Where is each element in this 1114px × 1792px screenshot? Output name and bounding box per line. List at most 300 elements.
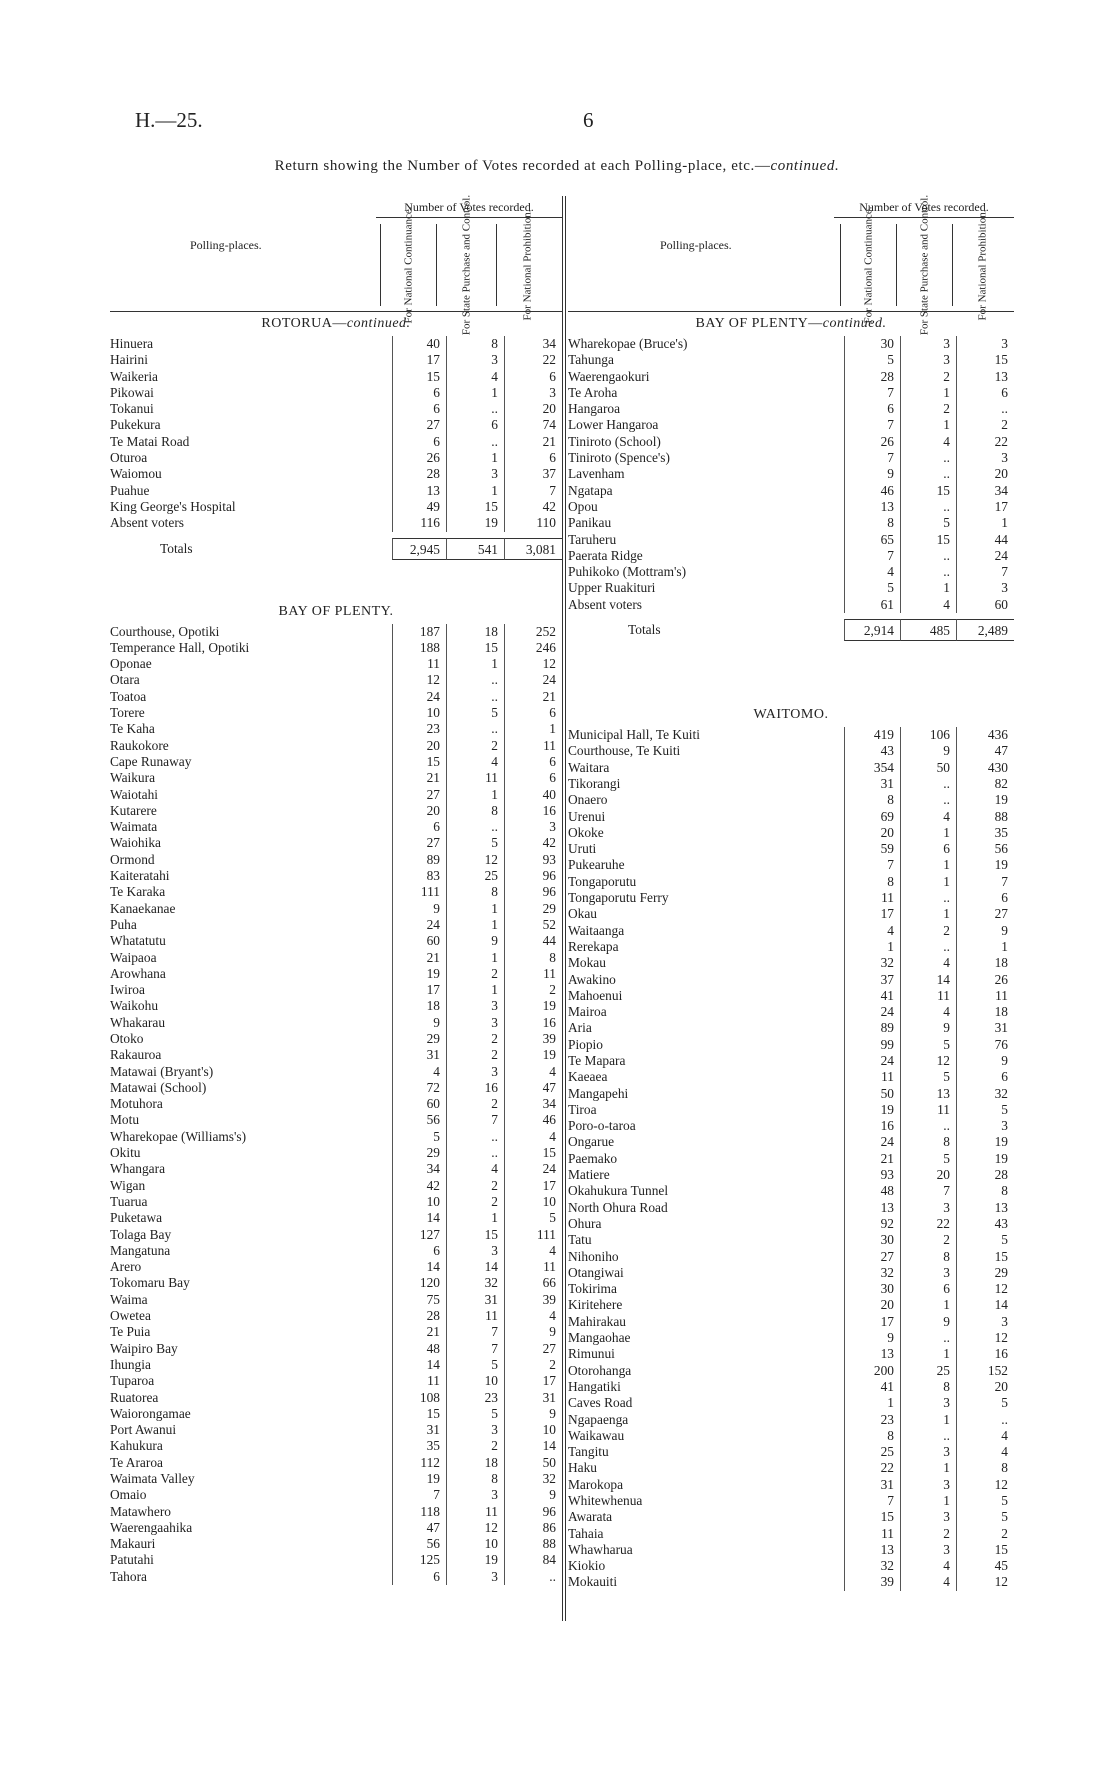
table-row — [568, 434, 1014, 450]
polling-place-name: Absent voters — [110, 515, 185, 531]
votes-state-purchase: 19 — [446, 1552, 504, 1568]
votes-prohibition: 17 — [504, 1178, 562, 1194]
polling-place-name: Ormond — [110, 851, 155, 867]
polling-place-name: Pukekura — [110, 417, 161, 433]
votes-state-purchase: 3 — [446, 1487, 504, 1503]
polling-place-name: Awakino — [568, 971, 616, 987]
votes-state-purchase: 3 — [446, 998, 504, 1014]
polling-place-name: Haku — [568, 1460, 598, 1476]
votes-continuance: 11 — [392, 1373, 446, 1389]
votes-continuance: 29 — [392, 1145, 446, 1161]
table-row — [568, 564, 1014, 580]
table-row — [110, 1406, 562, 1422]
votes-prohibition: 42 — [504, 835, 562, 851]
polling-place-name: Ongarue — [568, 1134, 615, 1150]
votes-continuance: 89 — [844, 1020, 900, 1036]
table-row — [568, 336, 1014, 352]
polling-place-name: Courthouse, Te Kuiti — [568, 743, 681, 759]
right-column — [568, 196, 1014, 1591]
table-row — [110, 450, 562, 466]
votes-state-purchase: 16 — [446, 1080, 504, 1096]
votes-state-purchase: .. — [900, 564, 956, 580]
table-row — [568, 1183, 1014, 1199]
votes-prohibition: 3 — [956, 580, 1014, 596]
votes-state-purchase: 10 — [446, 1536, 504, 1552]
votes-state-purchase: 4 — [900, 955, 956, 971]
column-divider — [562, 196, 563, 1621]
title-continued: continued. — [770, 158, 840, 174]
votes-continuance: 188 — [392, 640, 446, 656]
polling-place-name: Okitu — [110, 1145, 141, 1161]
votes-prohibition: 14 — [504, 1438, 562, 1454]
col-state-purchase-label: For State Purchase and Control. — [918, 194, 931, 336]
votes-prohibition: 31 — [504, 1390, 562, 1406]
votes-continuance: 4 — [844, 923, 900, 939]
table-row — [110, 1308, 562, 1324]
polling-place-name: Motuhora — [110, 1096, 163, 1112]
polling-place-name: Awarata — [568, 1509, 613, 1525]
votes-continuance: 89 — [392, 852, 446, 868]
votes-state-purchase: 3 — [900, 1477, 956, 1493]
votes-state-purchase: 6 — [446, 417, 504, 433]
table-row — [110, 483, 562, 499]
votes-prohibition: 21 — [504, 689, 562, 705]
votes-continuance: 116 — [392, 515, 446, 531]
polling-place-name: Tiroa — [568, 1101, 597, 1117]
votes-continuance: 20 — [844, 1297, 900, 1313]
table-row — [568, 1281, 1014, 1297]
table-row — [110, 754, 562, 770]
totals-label: Totals — [628, 622, 661, 638]
votes-continuance: 23 — [844, 1412, 900, 1428]
votes-prohibition: 15 — [504, 1145, 562, 1161]
polling-place-name: Kaiteratahi — [110, 868, 170, 884]
votes-state-purchase: 2 — [900, 1526, 956, 1542]
table-row — [568, 1167, 1014, 1183]
votes-state-purchase: 19 — [446, 515, 504, 531]
table-row — [568, 1004, 1014, 1020]
votes-state-purchase: 2 — [446, 1047, 504, 1063]
votes-prohibition: 4 — [956, 1444, 1014, 1460]
votes-prohibition: 7 — [956, 564, 1014, 580]
total-state-purchase: 485 — [900, 619, 956, 641]
votes-continuance: 20 — [392, 738, 446, 754]
votes-continuance: 60 — [392, 1096, 446, 1112]
votes-prohibition: 19 — [504, 1047, 562, 1063]
table-row — [110, 933, 562, 949]
table-row — [568, 1053, 1014, 1069]
votes-continuance: 354 — [844, 760, 900, 776]
votes-prohibition: 16 — [504, 1015, 562, 1031]
votes-continuance: 200 — [844, 1363, 900, 1379]
votes-continuance: 12 — [392, 672, 446, 688]
votes-state-purchase: 3 — [446, 1569, 504, 1585]
votes-state-purchase: 12 — [900, 1053, 956, 1069]
polling-place-name: Municipal Hall, Te Kuiti — [568, 727, 700, 743]
table-row — [568, 1363, 1014, 1379]
votes-state-purchase: 18 — [446, 624, 504, 640]
table-row — [568, 1037, 1014, 1053]
votes-continuance: 27 — [844, 1249, 900, 1265]
votes-prohibition: 11 — [956, 988, 1014, 1004]
polling-place-name: Waiohika — [110, 835, 161, 851]
votes-prohibition: 2 — [504, 1357, 562, 1373]
votes-continuance: 20 — [844, 825, 900, 841]
votes-prohibition: 19 — [956, 1151, 1014, 1167]
polling-place-name: Piopio — [568, 1036, 603, 1052]
number-of-votes-header: Number of Votes recorded. — [376, 200, 562, 218]
table-row — [110, 1487, 562, 1503]
table-row — [568, 1118, 1014, 1134]
votes-continuance: 7 — [844, 857, 900, 873]
votes-state-purchase: 7 — [446, 1112, 504, 1128]
votes-prohibition: 20 — [956, 466, 1014, 482]
table-row — [110, 803, 562, 819]
polling-place-name: Waikura — [110, 770, 156, 786]
table-row — [110, 998, 562, 1014]
table-row — [568, 939, 1014, 955]
votes-prohibition: 5 — [956, 1232, 1014, 1248]
votes-state-purchase: 1 — [900, 1493, 956, 1509]
votes-state-purchase: 1 — [900, 874, 956, 890]
votes-state-purchase: 3 — [446, 1015, 504, 1031]
total-continuance: 2,914 — [844, 619, 900, 641]
votes-continuance: 34 — [392, 1161, 446, 1177]
votes-prohibition: 29 — [956, 1265, 1014, 1281]
polling-place-name: Port Awanui — [110, 1422, 177, 1438]
col-prohibition-header — [496, 209, 559, 321]
polling-place-name: King George's Hospital — [110, 498, 236, 514]
votes-continuance: 31 — [844, 776, 900, 792]
votes-state-purchase: 2 — [446, 1194, 504, 1210]
polling-place-name: Makauri — [110, 1536, 156, 1552]
votes-continuance: 24 — [844, 1004, 900, 1020]
votes-continuance: 75 — [392, 1292, 446, 1308]
votes-prohibition: 436 — [956, 727, 1014, 743]
table-row — [568, 548, 1014, 564]
votes-continuance: 93 — [844, 1167, 900, 1183]
polling-place-name: Courthouse, Opotiki — [110, 623, 220, 639]
votes-continuance: 19 — [392, 1471, 446, 1487]
table-row — [110, 336, 562, 352]
votes-continuance: 14 — [392, 1210, 446, 1226]
votes-prohibition: 88 — [504, 1536, 562, 1552]
polling-place-name: Mahoenui — [568, 987, 623, 1003]
votes-continuance: 56 — [392, 1536, 446, 1552]
polling-place-name: Whitewhenua — [568, 1493, 643, 1508]
table-row — [568, 923, 1014, 939]
votes-prohibition: 56 — [956, 841, 1014, 857]
polling-place-name: Temperance Hall, Opotiki — [110, 639, 250, 655]
votes-continuance: 6 — [392, 819, 446, 835]
votes-prohibition: 6 — [504, 705, 562, 721]
votes-prohibition: 4 — [504, 1243, 562, 1259]
table-row — [110, 672, 562, 688]
votes-continuance: 39 — [844, 1574, 900, 1590]
votes-prohibition: 35 — [956, 825, 1014, 841]
polling-places-header: Polling-places. — [660, 238, 732, 252]
votes-continuance: 31 — [392, 1047, 446, 1063]
votes-prohibition: 17 — [956, 499, 1014, 515]
table-row — [110, 1047, 562, 1063]
polling-place-name: Otara — [110, 672, 140, 688]
votes-continuance: 5 — [844, 352, 900, 368]
votes-prohibition: 26 — [956, 972, 1014, 988]
votes-prohibition: 47 — [956, 743, 1014, 759]
votes-prohibition: 50 — [504, 1455, 562, 1471]
polling-place-name: Matiere — [568, 1167, 610, 1183]
votes-prohibition: 3 — [956, 1314, 1014, 1330]
votes-continuance: 108 — [392, 1390, 446, 1406]
table-row — [568, 1086, 1014, 1102]
votes-prohibition: 1 — [504, 721, 562, 737]
votes-prohibition: 4 — [956, 1428, 1014, 1444]
bay-of-plenty-rows — [110, 624, 562, 1586]
votes-prohibition: 96 — [504, 868, 562, 884]
votes-prohibition: 96 — [504, 884, 562, 900]
votes-prohibition: 34 — [504, 336, 562, 352]
votes-state-purchase: 5 — [900, 1069, 956, 1085]
polling-place-name: Tangitu — [568, 1444, 609, 1460]
votes-prohibition: 40 — [504, 787, 562, 803]
votes-state-purchase: 3 — [900, 1395, 956, 1411]
votes-continuance: 11 — [844, 890, 900, 906]
votes-state-purchase: .. — [900, 1428, 956, 1444]
votes-state-purchase: 4 — [900, 809, 956, 825]
table-row — [110, 369, 562, 385]
polling-place-name: Tahunga — [568, 352, 614, 368]
votes-prohibition: 11 — [504, 1259, 562, 1275]
votes-continuance: 47 — [392, 1520, 446, 1536]
table-row — [110, 1569, 562, 1585]
votes-prohibition: 1 — [956, 939, 1014, 955]
table-row — [110, 1178, 562, 1194]
polling-place-name: Tahora — [110, 1568, 147, 1584]
votes-state-purchase: .. — [446, 434, 504, 450]
votes-prohibition: 96 — [504, 1504, 562, 1520]
table-row — [568, 1297, 1014, 1313]
section-title-bay-of-plenty-continued — [568, 312, 1014, 336]
votes-state-purchase: 18 — [446, 1455, 504, 1471]
votes-state-purchase: 4 — [446, 1161, 504, 1177]
votes-state-purchase: 4 — [900, 1558, 956, 1574]
polling-place-name: Tuarua — [110, 1193, 148, 1209]
votes-continuance: 13 — [392, 483, 446, 499]
polling-place-name: Upper Ruakituri — [568, 580, 656, 596]
votes-continuance: 72 — [392, 1080, 446, 1096]
table-row — [568, 466, 1014, 482]
votes-prohibition: 18 — [956, 955, 1014, 971]
votes-prohibition: 3 — [956, 1118, 1014, 1134]
votes-continuance: 13 — [844, 1542, 900, 1558]
table-row — [110, 1390, 562, 1406]
table-row — [110, 1161, 562, 1177]
section-continued: continued. — [346, 316, 411, 331]
table-row — [568, 1477, 1014, 1493]
table-row — [110, 1520, 562, 1536]
votes-state-purchase: 8 — [446, 1471, 504, 1487]
table-row — [568, 515, 1014, 531]
polling-place-name: Wharekopae (Williams's) — [110, 1128, 247, 1144]
votes-prohibition: 9 — [956, 923, 1014, 939]
table-row — [568, 1542, 1014, 1558]
polling-place-name: Ngapaenga — [568, 1411, 629, 1427]
polling-place-name: Tatu — [568, 1232, 592, 1248]
polling-place-name: Tolaga Bay — [110, 1226, 172, 1242]
votes-state-purchase: .. — [446, 672, 504, 688]
number-of-votes-header: Number of Votes recorded. — [834, 200, 1014, 218]
table-row — [110, 385, 562, 401]
polling-place-name: Okau — [568, 906, 598, 922]
polling-place-name: Taruheru — [568, 531, 617, 547]
votes-prohibition: 66 — [504, 1275, 562, 1291]
votes-prohibition: 45 — [956, 1558, 1014, 1574]
votes-continuance: 13 — [844, 499, 900, 515]
votes-state-purchase: .. — [446, 1129, 504, 1145]
polling-place-name: Tuparoa — [110, 1373, 155, 1389]
table-row — [568, 1134, 1014, 1150]
polling-place-name: Absent voters — [568, 596, 643, 612]
votes-prohibition: 16 — [504, 803, 562, 819]
votes-prohibition: 3 — [504, 819, 562, 835]
votes-continuance: 23 — [392, 721, 446, 737]
column-divider — [565, 196, 566, 1621]
votes-prohibition: 27 — [504, 1341, 562, 1357]
votes-continuance: 17 — [844, 1314, 900, 1330]
votes-continuance: 31 — [392, 1422, 446, 1438]
polling-place-name: Whatatutu — [110, 933, 166, 949]
votes-continuance: 17 — [392, 982, 446, 998]
polling-place-name: Matawai (School) — [110, 1079, 207, 1095]
col-continuance-header — [840, 206, 897, 324]
table-row — [568, 1020, 1014, 1036]
votes-prohibition: 5 — [956, 1493, 1014, 1509]
votes-continuance: 40 — [392, 336, 446, 352]
votes-state-purchase: 9 — [900, 743, 956, 759]
votes-prohibition: 22 — [956, 434, 1014, 450]
votes-continuance: 21 — [844, 1151, 900, 1167]
polling-place-name: Patutahi — [110, 1552, 154, 1568]
table-row — [110, 1096, 562, 1112]
polling-place-name: Pukearuhe — [568, 857, 625, 873]
polling-place-name: Panikau — [568, 515, 612, 531]
votes-continuance: 11 — [844, 1069, 900, 1085]
votes-state-purchase: 1 — [900, 417, 956, 433]
votes-continuance: 48 — [844, 1183, 900, 1199]
table-row — [110, 1112, 562, 1128]
votes-continuance: 35 — [392, 1438, 446, 1454]
votes-continuance: 48 — [392, 1341, 446, 1357]
votes-state-purchase: 4 — [446, 369, 504, 385]
votes-prohibition: 24 — [504, 672, 562, 688]
polling-place-name: Mangatuna — [110, 1242, 171, 1258]
votes-state-purchase: 1 — [446, 385, 504, 401]
table-row — [568, 1102, 1014, 1118]
votes-prohibition: 37 — [504, 466, 562, 482]
table-row — [110, 1129, 562, 1145]
table-row — [568, 1460, 1014, 1476]
polling-place-name: Whangara — [110, 1161, 166, 1177]
section-title-bay-of-plenty — [110, 600, 562, 624]
polling-place-name: Waikeria — [110, 368, 158, 384]
polling-places-header: Polling-places. — [190, 238, 262, 252]
polling-place-name: Waikohu — [110, 998, 159, 1014]
votes-continuance: 120 — [392, 1275, 446, 1291]
polling-place-name: Paerata Ridge — [568, 547, 643, 563]
table-row — [568, 825, 1014, 841]
votes-continuance: 26 — [392, 450, 446, 466]
polling-place-name: Pikowai — [110, 384, 154, 400]
votes-state-purchase: 15 — [446, 1227, 504, 1243]
votes-continuance: 15 — [392, 1406, 446, 1422]
votes-continuance: 26 — [844, 434, 900, 450]
polling-place-name: Te Kaha — [110, 721, 155, 737]
votes-continuance: 1 — [844, 939, 900, 955]
votes-state-purchase: 13 — [900, 1086, 956, 1102]
votes-continuance: 118 — [392, 1504, 446, 1520]
table-row — [110, 1536, 562, 1552]
polling-place-name: Kutarere — [110, 802, 157, 818]
votes-state-purchase: 5 — [900, 1151, 956, 1167]
votes-continuance: 24 — [392, 917, 446, 933]
votes-continuance: 24 — [392, 689, 446, 705]
votes-state-purchase: 1 — [446, 483, 504, 499]
table-row — [110, 1210, 562, 1226]
rotorua-rows — [110, 336, 562, 532]
votes-state-purchase: 1 — [446, 1210, 504, 1226]
votes-continuance: 42 — [392, 1178, 446, 1194]
votes-continuance: 41 — [844, 1379, 900, 1395]
table-row — [110, 515, 562, 531]
table-row — [110, 819, 562, 835]
totals-label: Totals — [160, 540, 193, 556]
votes-continuance: 6 — [392, 434, 446, 450]
votes-prohibition: 7 — [956, 874, 1014, 890]
polling-place-name: Arowhana — [110, 965, 166, 981]
votes-prohibition: 8 — [956, 1460, 1014, 1476]
votes-continuance: 6 — [392, 401, 446, 417]
polling-place-name: Cape Runaway — [110, 753, 192, 769]
polling-place-name: Whawharua — [568, 1541, 633, 1557]
votes-prohibition: 31 — [956, 1020, 1014, 1036]
polling-place-name: North Ohura Road — [568, 1199, 668, 1215]
polling-place-name: Hangaroa — [568, 401, 621, 417]
votes-state-purchase: 8 — [446, 803, 504, 819]
votes-state-purchase: 1 — [900, 1412, 956, 1428]
table-row — [568, 1200, 1014, 1216]
polling-place-name: Tokirima — [568, 1281, 617, 1297]
votes-continuance: 15 — [392, 369, 446, 385]
votes-state-purchase: 20 — [900, 1167, 956, 1183]
polling-place-name: Hangatiki — [568, 1378, 621, 1394]
votes-prohibition: 19 — [956, 1134, 1014, 1150]
votes-state-purchase: 3 — [900, 1542, 956, 1558]
polling-place-name: Mairoa — [568, 1004, 607, 1020]
votes-state-purchase: 2 — [900, 401, 956, 417]
votes-prohibition: 19 — [504, 998, 562, 1014]
table-row — [110, 1422, 562, 1438]
votes-prohibition: 4 — [504, 1064, 562, 1080]
polling-place-name: Te Puia — [110, 1324, 151, 1340]
votes-prohibition: 5 — [504, 1210, 562, 1226]
votes-prohibition: 7 — [504, 483, 562, 499]
table-row — [110, 884, 562, 900]
votes-state-purchase: 2 — [446, 1031, 504, 1047]
votes-state-purchase: 1 — [446, 982, 504, 998]
left-column — [110, 196, 562, 1585]
votes-state-purchase: .. — [446, 689, 504, 705]
table-row — [568, 972, 1014, 988]
